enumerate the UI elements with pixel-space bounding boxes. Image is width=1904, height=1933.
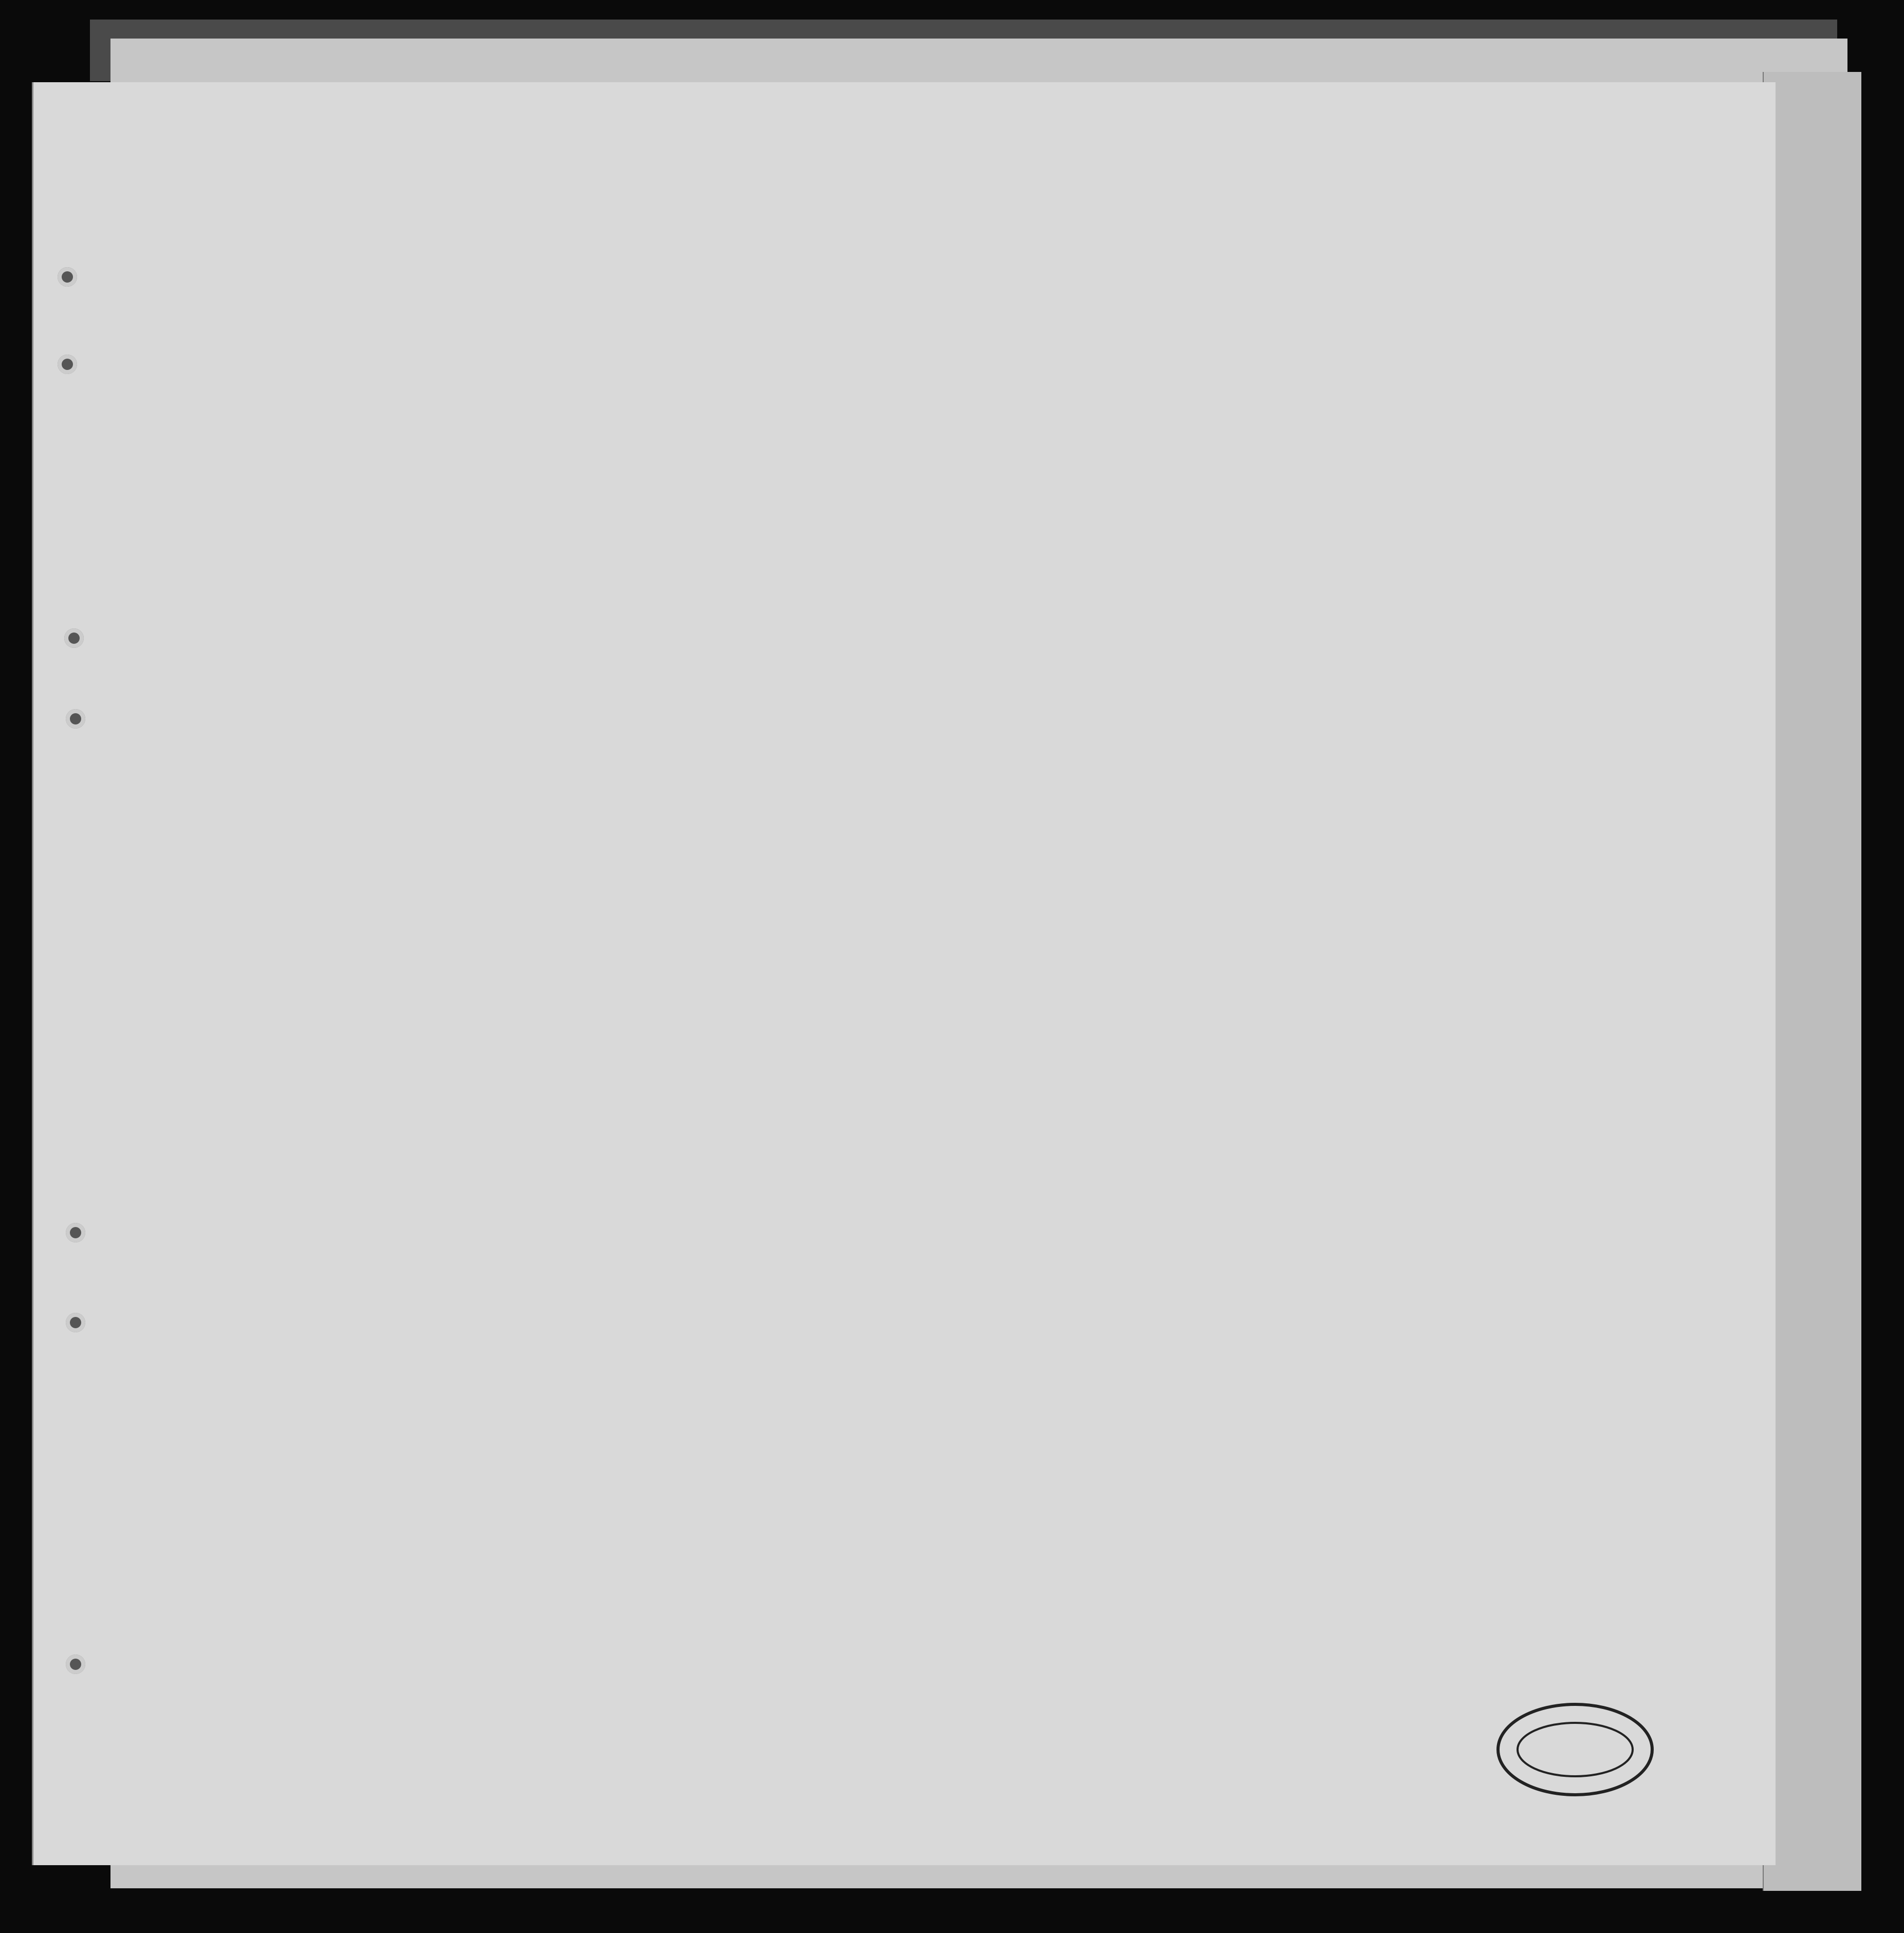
punch-hole bbox=[66, 1223, 85, 1242]
manifest-sheet bbox=[32, 82, 1776, 1865]
punch-hole bbox=[64, 628, 84, 648]
punch-hole bbox=[58, 355, 77, 374]
punch-hole bbox=[66, 1655, 85, 1674]
back-sheet bbox=[1763, 72, 1861, 1891]
punch-hole bbox=[58, 267, 77, 287]
mm-office-stamp bbox=[1493, 1698, 1657, 1801]
punch-hole bbox=[66, 709, 85, 729]
punch-hole bbox=[66, 1313, 85, 1332]
